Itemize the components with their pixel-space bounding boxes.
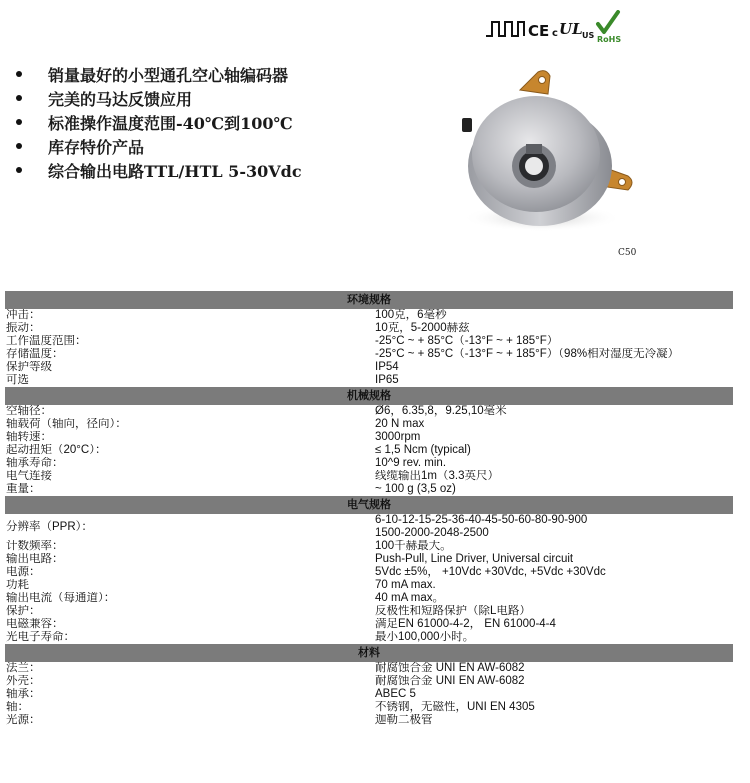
table-row: 电气连接 线缆输出1m（3.3英尺）: [6, 470, 499, 482]
ul-c-mark: c: [552, 28, 558, 39]
table-row: 存储温度： -25°C ~ + 85°C（-13°F ~ + 185°F）（98%相对湿度无冷凝）: [6, 348, 680, 360]
table-row: 轴转速： 3000rpm: [6, 431, 421, 443]
table-row: 空轴径： Ø6，6.35,8，9.25,10毫米: [6, 405, 507, 417]
table-row: 轴： 不锈钢，无磁性，UNI EN 4305: [6, 701, 535, 713]
feature-list: [6, 62, 436, 182]
table-row: 光电子寿命： 最小100,000小时。: [6, 631, 475, 643]
table-row: 重量： ~ 100 g (3,5 oz): [6, 483, 456, 495]
encoder-product-image: [450, 68, 640, 238]
table-row: 振动： 10克，5-2000赫兹: [6, 322, 470, 334]
section-header-materials: 材料: [5, 644, 733, 662]
section-header-environment: 环境规格: [5, 291, 733, 309]
rohs-check-icon: [598, 12, 618, 32]
section-header-electrical: 电气规格: [5, 496, 733, 514]
table-row: 光源： 迦勒二极管: [6, 714, 433, 726]
spec-table: [5, 291, 733, 727]
feature-item: 库存特价产品: [6, 134, 436, 158]
table-row: 保护等级 IP54: [6, 361, 399, 373]
table-row: 计数频率： 100千赫最大。: [6, 540, 452, 552]
table-row: 工作温度范围： -25°C ~ + 85°C（-13°F ~ + 185°F）: [6, 335, 559, 347]
feature-item: 标准操作温度范围-40℃到100℃: [6, 110, 436, 134]
bullet-icon: [16, 167, 22, 173]
ul-mark: UL: [559, 20, 583, 38]
bullet-icon: [16, 143, 22, 149]
certification-logos: [486, 10, 636, 44]
table-row-resolution: 分辨率（PPR）： 6-10-12-15-25-36-40-45-50-60-80-90-900 1500-2000-2048-2500: [5, 514, 733, 540]
section-header-mechanical: 机械规格: [5, 387, 733, 405]
table-row: 起动扭矩（20°C）： ≤ 1,5 Ncm (typical): [6, 444, 471, 456]
table-row: 轴载荷（轴向，径向）： 20 N max: [6, 418, 425, 430]
table-row: 输出电流（每通道）： 40 mA max。: [6, 592, 445, 604]
table-row: 可选 IP65: [6, 374, 399, 386]
image-caption: C50: [618, 248, 637, 258]
table-row: 轴承寿命： 10^9 rev. min.: [6, 457, 447, 469]
bullet-icon: [16, 95, 22, 101]
pulse-waveform-icon: [486, 22, 524, 36]
bullet-icon: [16, 71, 22, 77]
certification-marks: [486, 10, 636, 44]
feature-item: 完美的马达反馈应用: [6, 86, 436, 110]
ul-us-mark: US: [582, 31, 595, 40]
table-row: 外壳： 耐腐蚀合金 UNI EN AW-6082: [6, 675, 525, 687]
table-row: 轴承： ABEC 5: [6, 688, 416, 700]
table-row: 输出电路： Push-Pull, Line Driver, Universal circuit: [6, 553, 574, 565]
feature-item: 综合输出电路TTL/HTL 5-30Vdc: [6, 158, 436, 182]
resolution-line-2: 1500-2000-2048-2500: [375, 527, 489, 539]
table-row: 功耗 70 mA max.: [6, 579, 436, 591]
table-row: 保护： 反极性和短路保护（除L电路）: [6, 605, 531, 617]
resolution-line-1: 6-10-12-15-25-36-40-45-50-60-80-90-900: [375, 514, 588, 526]
table-row: 电磁兼容： 满足EN 61000-4-2， EN 61000-4-4: [6, 618, 556, 630]
table-row: 电源： 5Vdc ±5%， +10Vdc +30Vdc, +5Vdc +30Vdc: [6, 566, 606, 578]
encoder-illustration: [450, 68, 640, 238]
table-row: 冲击： 100克，6毫秒: [6, 309, 447, 321]
rohs-mark: RoHS: [597, 35, 622, 44]
bullet-icon: [16, 119, 22, 125]
ce-mark: CE: [528, 22, 550, 40]
feature-item: 销量最好的小型通孔空心轴编码器: [6, 62, 436, 86]
table-row: 法兰： 耐腐蚀合金 UNI EN AW-6082: [6, 662, 525, 674]
